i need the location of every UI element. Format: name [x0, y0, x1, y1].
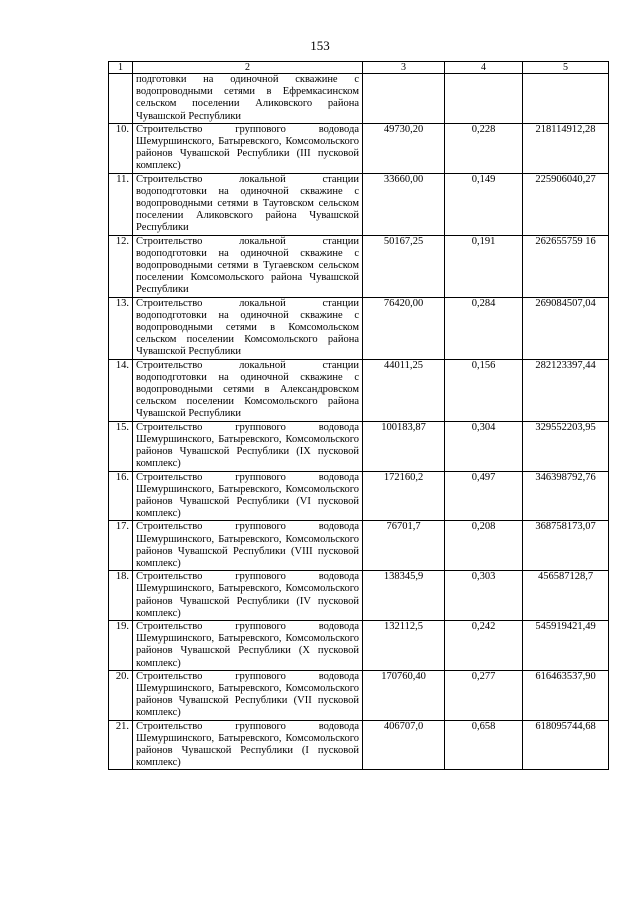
row-number-cell: 17. — [109, 521, 133, 571]
row-number-cell: 14. — [109, 359, 133, 421]
row-number-cell: 10. — [109, 123, 133, 173]
value-cell-col3: 49730,20 — [363, 123, 445, 173]
value-cell-col4: 0,208 — [445, 521, 523, 571]
row-number-cell: 16. — [109, 471, 133, 521]
description-cell: Строительство локальной станции водоподготовки на одиночной скважине с водопроводными сетями в Александровском сельском поселении Комсомольского района Чувашской Республики — [133, 359, 363, 421]
column-header: 1 — [109, 62, 133, 74]
description-cell: подготовки на одиночной скважине с водопроводными сетями в Ефремкасинском сельском поселении Аликовского района Чувашской Республики — [133, 74, 363, 124]
row-number-cell: 11. — [109, 173, 133, 235]
value-cell-col5: 225906040,27 — [523, 173, 609, 235]
description-cell: Строительство группового водовода Шемуршинского, Батыревского, Комсомольского районов Чувашской Республики (IV пусковой комплекс) — [133, 571, 363, 621]
table-row — [109, 123, 609, 173]
table-row — [109, 421, 609, 471]
value-cell-col3: 406707,0 — [363, 720, 445, 770]
value-cell-col3: 100183,87 — [363, 421, 445, 471]
table-row — [109, 235, 609, 297]
row-number-cell: 15. — [109, 421, 133, 471]
row-number-cell — [109, 74, 133, 124]
value-cell-col5: 618095744,68 — [523, 720, 609, 770]
description-cell: Строительство локальной станции водоподготовки на одиночной скважине с водопроводными сетями в Комсомольском сельском поселении Комсомольского района Чувашской Республики — [133, 297, 363, 359]
page-number: 153 — [310, 38, 330, 53]
table-row — [109, 74, 609, 124]
value-cell-col4: 0,242 — [445, 620, 523, 670]
description-cell: Строительство локальной станции водоподготовки на одиночной скважине с водопроводными сетями в Тугаевском сельском поселении Комсомольского района Чувашской Республики — [133, 235, 363, 297]
value-cell-col5: 368758173,07 — [523, 521, 609, 571]
description-cell: Строительство группового водовода Шемуршинского, Батыревского, Комсомольского районов Чувашской Республики (IX пусковой комплекс) — [133, 421, 363, 471]
value-cell-col5: 346398792,76 — [523, 471, 609, 521]
table-row — [109, 471, 609, 521]
value-cell-col4 — [445, 74, 523, 124]
table-row — [109, 571, 609, 621]
value-cell-col5: 456587128,7 — [523, 571, 609, 621]
description-cell: Строительство группового водовода Шемуршинского, Батыревского, Комсомольского районов Чувашской Республики (III пусковой комплекс) — [133, 123, 363, 173]
value-cell-col3: 132112,5 — [363, 620, 445, 670]
value-cell-col5: 329552203,95 — [523, 421, 609, 471]
description-cell: Строительство группового водовода Шемуршинского, Батыревского, Комсомольского районов Чувашской Республики (X пусковой комплекс) — [133, 620, 363, 670]
row-number-cell: 19. — [109, 620, 133, 670]
column-header: 3 — [363, 62, 445, 74]
row-number-cell: 20. — [109, 670, 133, 720]
value-cell-col3: 138345,9 — [363, 571, 445, 621]
value-cell-col5: 218114912,28 — [523, 123, 609, 173]
description-cell: Строительство группового водовода Шемуршинского, Батыревского, Комсомольского районов Чувашской Республики (I пусковой комплекс) — [133, 720, 363, 770]
description-cell: Строительство группового водовода Шемуршинского, Батыревского, Комсомольского районов Чувашской Республики (VI пусковой комплекс) — [133, 471, 363, 521]
value-cell-col3: 44011,25 — [363, 359, 445, 421]
column-header: 5 — [523, 62, 609, 74]
value-cell-col4: 0,156 — [445, 359, 523, 421]
value-cell-col5: 282123397,44 — [523, 359, 609, 421]
value-cell-col4: 0,303 — [445, 571, 523, 621]
value-cell-col4: 0,304 — [445, 421, 523, 471]
table-row — [109, 720, 609, 770]
value-cell-col3: 172160,2 — [363, 471, 445, 521]
value-cell-col4: 0,658 — [445, 720, 523, 770]
value-cell-col3: 33660,00 — [363, 173, 445, 235]
description-cell: Строительство группового водовода Шемуршинского, Батыревского, Комсомольского районов Чувашской Республики (VII пусковой комплекс) — [133, 670, 363, 720]
value-cell-col4: 0,277 — [445, 670, 523, 720]
description-cell: Строительство группового водовода Шемуршинского, Батыревского, Комсомольского районов Чувашской Республики (VIII пусковой комплекс) — [133, 521, 363, 571]
column-header: 2 — [133, 62, 363, 74]
value-cell-col3: 170760,40 — [363, 670, 445, 720]
table-row — [109, 670, 609, 720]
row-number-cell: 12. — [109, 235, 133, 297]
value-cell-col5: 269084507,04 — [523, 297, 609, 359]
row-number-cell: 21. — [109, 720, 133, 770]
value-cell-col5: 262655759 16 — [523, 235, 609, 297]
value-cell-col5 — [523, 74, 609, 124]
value-cell-col5: 616463537,90 — [523, 670, 609, 720]
value-cell-col4: 0,497 — [445, 471, 523, 521]
description-cell: Строительство локальной станции водоподготовки на одиночной скважине с водопроводными сетями в Таутовском сельском поселении Аликовского района Чувашской Республики — [133, 173, 363, 235]
value-cell-col4: 0,149 — [445, 173, 523, 235]
value-cell-col4: 0,228 — [445, 123, 523, 173]
value-cell-col4: 0,191 — [445, 235, 523, 297]
column-header: 4 — [445, 62, 523, 74]
value-cell-col3 — [363, 74, 445, 124]
value-cell-col3: 76701,7 — [363, 521, 445, 571]
table-row — [109, 620, 609, 670]
value-cell-col4: 0,284 — [445, 297, 523, 359]
row-number-cell: 18. — [109, 571, 133, 621]
data-table — [108, 61, 609, 770]
row-number-cell: 13. — [109, 297, 133, 359]
value-cell-col5: 545919421,49 — [523, 620, 609, 670]
table-row — [109, 521, 609, 571]
table-header-row — [109, 62, 609, 74]
table-row — [109, 173, 609, 235]
value-cell-col3: 50167,25 — [363, 235, 445, 297]
table-row — [109, 297, 609, 359]
value-cell-col3: 76420,00 — [363, 297, 445, 359]
table-row — [109, 359, 609, 421]
